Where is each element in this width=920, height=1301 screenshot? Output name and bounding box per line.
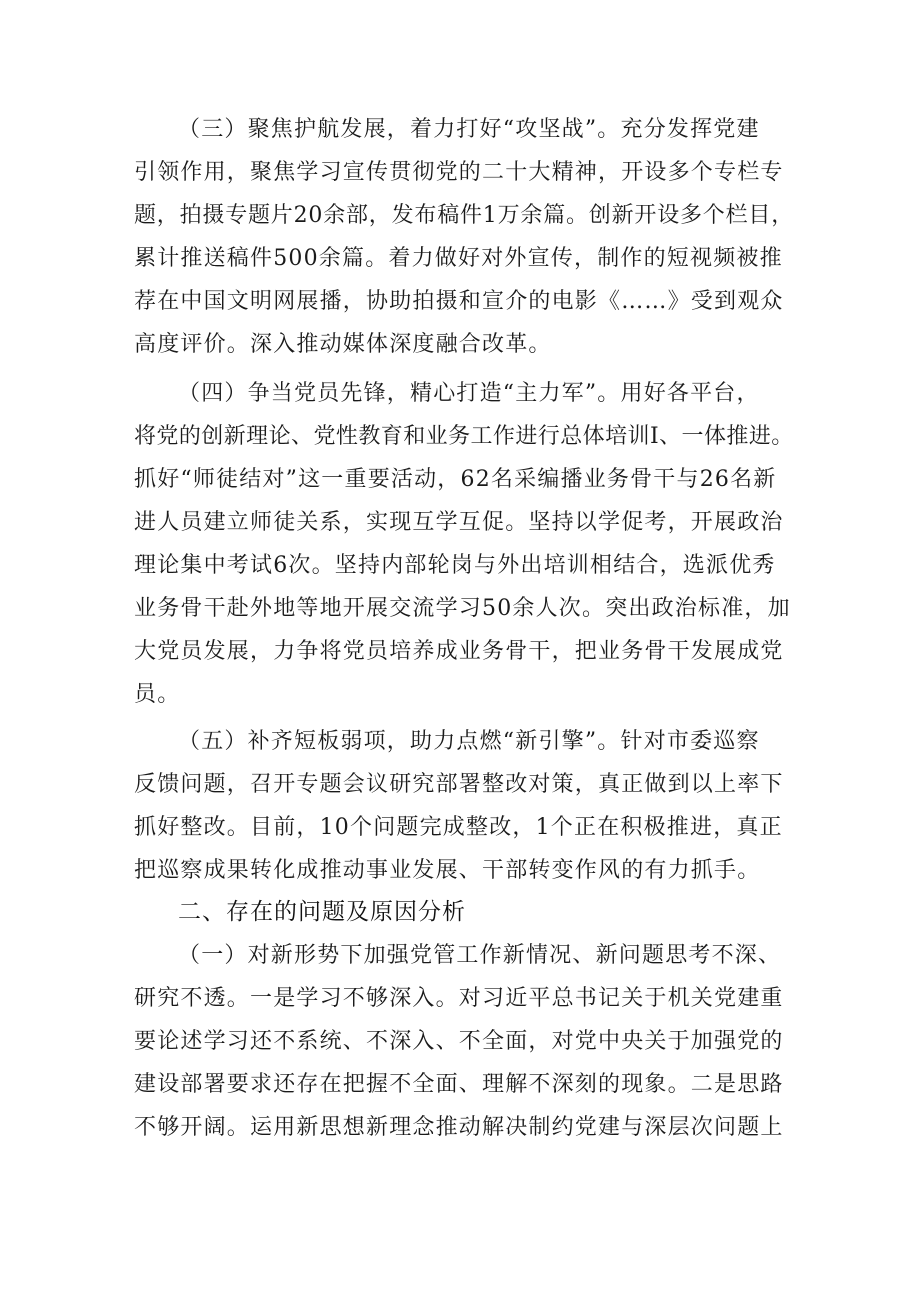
text-line: （一）对新形势下加强党管工作新情况、新问题思考不深、 [178, 943, 782, 968]
text-line: 研究不透。一是学习不够深入。对习近平总书记关于机关党建重 [134, 986, 784, 1011]
text-line: 要论述学习还不系统、不深入、不全面，对党中央关于加强党的 [134, 1029, 784, 1054]
text-line: 将党的创新理论、党性教育和业务工作进行总体培训I、一体推进。 [134, 424, 794, 449]
text-line: 反馈问题，召开专题会议研究部署整改对策，真正做到以上率下 [134, 772, 784, 797]
paragraph-section-3 [134, 108, 794, 366]
text-line: （五）补齐短板弱项，助力点燃“新引擎”。针对市委巡察 [178, 729, 760, 754]
text-line: 业务骨干赴外地等地开展交流学习50余人次。突出政治标准，加 [134, 596, 791, 621]
text-line: 理论集中考试6次。坚持内部轮岗与外出培训相结合，选派优秀 [134, 553, 776, 578]
text-line: 累计推送稿件500余篇。着力做好对外宣传，制作的短视频被推 [134, 246, 783, 271]
text-line: 不够开阔。运用新思想新理念推动解决制约党建与深层次问题上 [134, 1115, 784, 1140]
text-line: 高度评价。深入推动媒体深度融合改革。 [134, 332, 552, 357]
text-line: 题，拍摄专题片20余部，发布稿件1万余篇。创新开设多个栏目， [134, 203, 794, 228]
text-line: 员。 [134, 682, 181, 707]
text-line: （三）聚焦护航发展，着力打好“攻坚战”。充分发挥党建 [178, 117, 760, 142]
paragraph-section-4 [134, 372, 794, 716]
text-line: 把巡察成果转化成推动事业发展、干部转变作风的有力抓手。 [134, 858, 761, 883]
text-line: 荐在中国文明网展播，协助拍摄和宣介的电影《……》受到观众 [134, 289, 784, 314]
text-line: 大党员发展，力争将党员培养成业务骨干，把业务骨干发展成党 [134, 639, 784, 664]
text-line: 进人员建立师徒关系，实现互学互促。坚持以学促考，开展政治 [134, 510, 784, 535]
text-line: 抓好“师徒结对”这一重要活动，62名采编播业务骨干与26名新 [134, 467, 777, 492]
paragraph-section-5 [134, 720, 794, 892]
text-line: 抓好整改。目前，10个问题完成整改，1个正在积极推进，真正 [134, 815, 783, 840]
text-line: （四）争当党员先锋，精心打造“主力军”。用好各平台， [178, 381, 760, 406]
section-heading: 二、存在的问题及原因分析 [178, 899, 466, 925]
text-line: 引领作用，聚焦学习宣传贯彻党的二十大精神，开设多个专栏专 [134, 160, 784, 185]
text-line: 建设部署要求还存在把握不全面、理解不深刻的现象。二是思路 [134, 1072, 784, 1097]
paragraph-analysis-1 [134, 934, 794, 1149]
